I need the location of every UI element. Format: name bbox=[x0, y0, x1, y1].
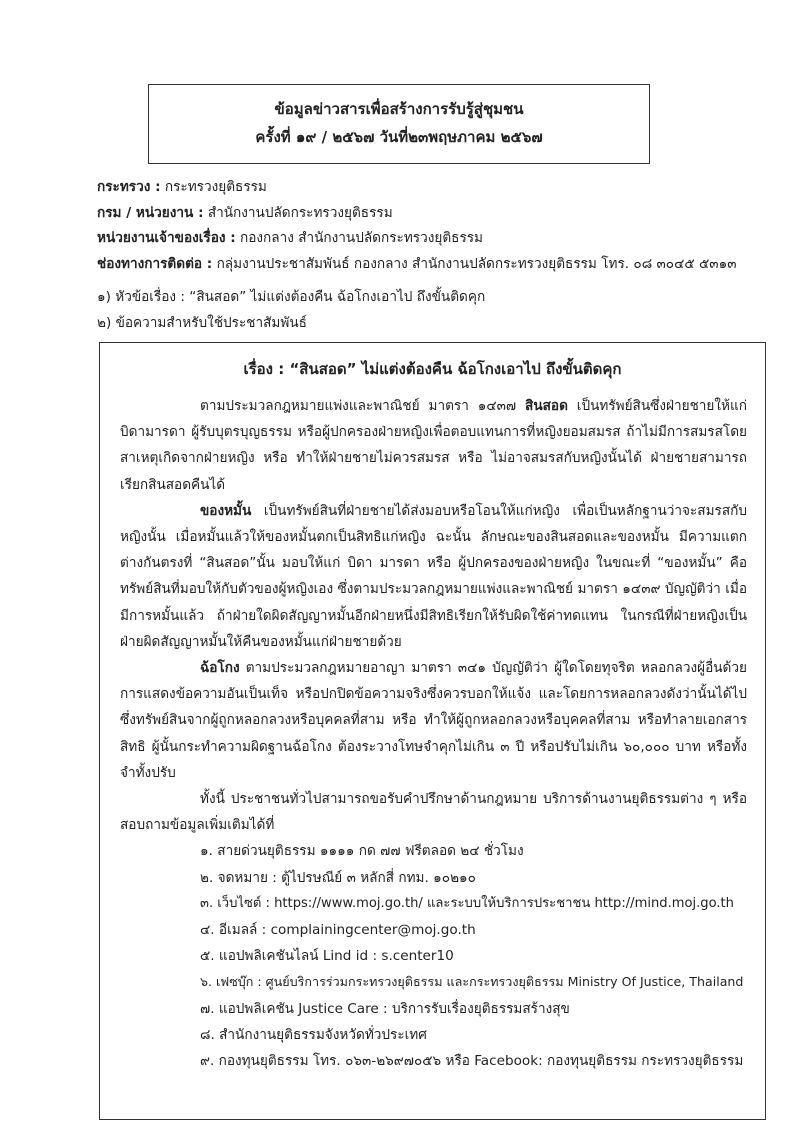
header-title: ข้อมูลข่าวสารเพื่อสร้างการรับรู้สู่ชุมชน bbox=[274, 100, 524, 118]
meta-value: กลุ่มงานประชาสัมพันธ์ กองกลาง สำนักงานปลัดกระทรวงยุติธรรม โทร. ๐๘ ๓๐๔๕ ๕๓๑๓ bbox=[212, 255, 737, 272]
meta-contact bbox=[97, 252, 777, 278]
term-dowry: สินสอด bbox=[525, 398, 568, 414]
meta-value: กระทรวงยุติธรรม bbox=[160, 179, 267, 195]
text-run: ตามประมวลกฎหมายอาญา มาตรา ๓๔๑ บัญญัติว่า ผู้ใดโดยทุจริต หลอกลวงผู้อื่นด้วยการแสดงข้อความอันเป็นเท็จ หรือปกปิดข้อความจริงซึ่งควรบอกให้แจ้ง และโดยการหลอกลวงดังว่านั้นได้ไปซึ่งทรัพย์สินจากผู้ถูกหลอกลวงหรือบุคคลที่สาม หรือ ทำให้ผู้ถูกหลอกลวงหรือบุคคลที่สาม หรือทำลายเอกสารสิทธิ ผู้นั้นกระทำความผิดฐานฉ้อโกง ต้องระวางโทษจำคุกไม่เกิน ๓ ปี หรือปรับไม่เกิน ๖๐,๐๐๐ บาท หรือทั้งจำทั้งปรับ bbox=[120, 660, 747, 781]
content-body bbox=[120, 393, 747, 1074]
contact-item: ๒. จดหมาย : ตู้ไปรษณีย์ ๓ หลักสี่ กทม. ๑๐๒๑๐ bbox=[200, 869, 476, 886]
paragraph-engagement bbox=[120, 498, 747, 655]
contact-item: ๑. สายด่วนยุติธรรม ๑๑๑๑ กด ๗๗ ฟรีตลอด ๒๔ ชั่วโมง bbox=[200, 843, 524, 860]
paragraph-dowry bbox=[120, 393, 747, 498]
contact-item: ๘. สำนักงานยุติธรรมจังหวัดทั่วประเทศ bbox=[200, 1026, 427, 1043]
contact-item: ๖. เฟซบุ๊ก : ศูนย์บริการร่วมกระทรวงยุติธรรม และกระทรวงยุติธรรม Ministry Of Justice, Thailand bbox=[200, 974, 744, 990]
contact-list bbox=[120, 838, 747, 1074]
items-section bbox=[97, 285, 777, 336]
term-engagement: ของหมั้น bbox=[200, 502, 252, 519]
contact-item: ๙. กองทุนยุติธรรม โทร. ๐๖๓-๒๖๙๗๐๕๖ หรือ Facebook: กองทุนยุติธรรม กระทรวงยุติธรรม bbox=[200, 1053, 744, 1070]
header-box bbox=[148, 84, 650, 164]
text-run: ตามประมวลกฎหมายแพ่งและพาณิชย์ มาตรา ๑๔๓๗ bbox=[200, 398, 526, 414]
meta-owner bbox=[97, 226, 777, 252]
meta-value: กองกลาง สำนักงานปลัดกระทรวงยุติธรรม bbox=[235, 230, 484, 246]
meta-value: สำนักงานปลัดกระทรวงยุติธรรม bbox=[203, 204, 393, 221]
content-title: เรื่อง : “สินสอด” ไม่แต่งต้องคืน ฉ้อโกงเอาไป ถึงขั้นติดคุก bbox=[243, 360, 622, 378]
content-box bbox=[99, 342, 766, 1120]
paragraph-fraud bbox=[120, 655, 747, 786]
item-topic: ๑) หัวข้อเรื่อง : “สินสอด” ไม่แต่งต้องคืน ฉ้อโกงเอาไป ถึงขั้นติดคุก bbox=[97, 289, 486, 305]
header-issue: ครั้งที่ ๑๙ / ๒๕๖๗ วันที่๒๓พฤษภาคม ๒๕๖๗ bbox=[255, 128, 543, 146]
term-fraud: ฉ้อโกง bbox=[200, 660, 240, 677]
meta-label: กระทรวง : bbox=[97, 179, 161, 195]
meta-label: หน่วยงานเจ้าของเรื่อง : bbox=[97, 230, 236, 246]
item-message: ๒) ข้อความสำหรับใช้ประชาสัมพันธ์ bbox=[97, 314, 307, 331]
meta-department bbox=[97, 201, 777, 227]
text-run: เป็นทรัพย์สินที่ฝ่ายชายได้ส่งมอบหรือโอนให้แก่หญิง เพื่อเป็นหลักฐานว่าจะสมรสกับหญิงนั้น เมื่อหมั้นแล้วให้ของหมั้นตกเป็นสิทธิแก่หญิง ฉะนั้น ลักษณะของสินสอดและของหมั้น มีความแตกต่างกันตรงที่ “สินสอด”นั้น มอบให้แก่ บิดา มารดา หรือ ผู้ปกครองของฝ่ายหญิง ในขณะที่ “ของหมั้น” คือทรัพย์สินที่มอบให้กับตัวของผู้หญิงเอง ซึ่งตามประมวลกฎหมายแพ่งและพาณิชย์ มาตรา ๑๔๓๙ บัญญัติว่า เมื่อมีการหมั้นแล้ว ถ้าฝ่ายใดผิดสัญญาหมั้นอีกฝ่ายหนึ่งมีสิทธิเรียกให้รับผิดใช้ค่าทดแทน ในกรณีที่ฝ่ายหญิงเป็นฝ่ายผิดสัญญาหมั้นให้คืนของหมั้นแก่ฝ่ายชายด้วย bbox=[120, 502, 747, 650]
contact-item: ๔. อีเมลล์ : complainingcenter@moj.go.th bbox=[200, 922, 476, 939]
meta-ministry bbox=[97, 175, 777, 201]
contact-item: ๕. แอปพลิเคชันไลน์ Lind id : s.center10 bbox=[200, 948, 454, 965]
contact-item: ๓. เว็บไซต์ : https://www.moj.go.th/ และระบบให้บริการประชาชน http://mind.moj.go.th bbox=[200, 895, 734, 911]
meta-label: ช่องทางการติดต่อ : bbox=[97, 255, 213, 272]
contact-item: ๗. แอปพลิเคชัน Justice Care : บริการรับเรื่องยุติธรรมสร้างสุข bbox=[200, 1000, 570, 1017]
text-run: เป็นทรัพย์สินซึ่งฝ่ายชายให้แก่บิดามารดา ผู้รับบุตรบุญธรรม หรือผู้ปกครองฝ่ายหญิงเพื่อตอบแทนการที่หญิงยอมสมรส ถ้าไม่มีการสมรสโดยสาเหตุเกิดจากฝ่ายหญิง หรือ ทำให้ฝ่ายชายไม่ควรสมรส หรือ ไม่อาจสมรสกับหญิงนั้นได้ ฝ่ายชายสามารถเรียกสินสอดคืนได้ bbox=[120, 398, 747, 493]
paragraph-contact-intro: ทั้งนี้ ประชาชนทั่วไปสามารถขอรับคำปรึกษาด้านกฎหมาย บริการด้านงานยุติธรรมต่าง ๆ หรือสอบถามข้อมูลเพิ่มเติมได้ที่ bbox=[120, 791, 747, 834]
meta-label: กรม / หน่วยงาน : bbox=[97, 204, 204, 221]
meta-section bbox=[97, 175, 777, 277]
